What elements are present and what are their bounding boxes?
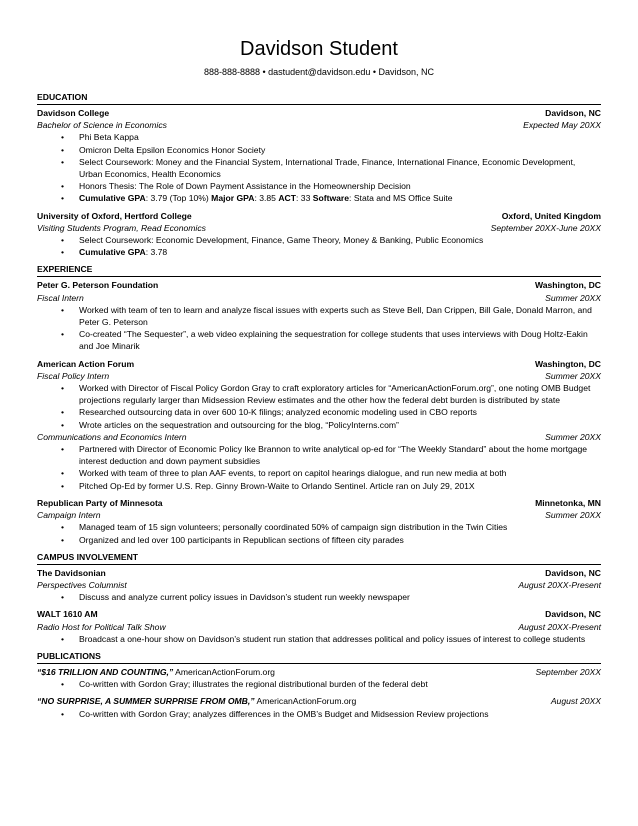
org-location: Davidson, NC — [545, 609, 601, 620]
publication-citation — [37, 695, 356, 707]
major-gpa-value: : 3.85 — [254, 193, 279, 204]
bullet-item-gpa — [79, 192, 601, 204]
section-title-publications: PUBLICATIONS — [37, 651, 601, 664]
date: August 20XX-Present — [518, 579, 601, 590]
bullet-item: • Phi Beta Kappa — [79, 131, 601, 143]
date: Summer 20XX — [545, 292, 601, 303]
bullet-list — [37, 443, 601, 492]
bullet-item: • Select Coursework: Economic Development, Finance, Game Theory, Money & Banking, Public Economics — [79, 234, 601, 246]
bullet-item: • Organized and led over 100 participants in Republican sections of fifteen city parades — [79, 534, 601, 546]
section-title-education: EDUCATION — [37, 92, 601, 105]
bullet-item: • Honors Thesis: The Role of Down Payment Assistance in the Homeownership Decision — [79, 180, 601, 192]
bullet-item: • Omicron Delta Epsilon Economics Honor Society — [79, 144, 601, 156]
bullet-item: • Managed team of 15 sign volunteers; personally coordinated 50% of campaign sign distribution in the Twin Cities — [79, 521, 601, 533]
org-name: Davidson College — [37, 108, 110, 118]
experience-entry-rpm — [37, 497, 601, 546]
publication-entry-2 — [37, 695, 601, 719]
campus-section — [37, 552, 601, 645]
date: September 20XX-June 20XX — [490, 222, 601, 233]
gpa-value: : 3.78 — [145, 247, 168, 258]
date: Summer 20XX — [545, 431, 601, 442]
software-value: : Stata and MS Office Suite — [349, 193, 453, 204]
bullet-list — [37, 708, 601, 720]
gpa-label: Cumulative GPA — [79, 247, 146, 258]
date: Expected May 20XX — [523, 120, 601, 131]
date: Summer 20XX — [545, 510, 601, 521]
role: Radio Host for Political Talk Show — [37, 621, 166, 632]
publication-site: AmericanActionForum.org — [254, 696, 357, 707]
section-title-experience: EXPERIENCE — [37, 264, 601, 277]
bullet-item: • Worked with Director of Fiscal Policy Gordon Gray to craft exploratory articles for “AmericanActionForum.org”, one noting OMB Budget projections regularly larger than Midsession Review estimates and the other how the federal debt burden is distributed by state — [79, 382, 601, 406]
software-label: Software — [312, 193, 350, 204]
org-location: Davidson, NC — [545, 567, 601, 578]
bullet-list — [37, 382, 601, 431]
org-location: Minnetonka, MN — [535, 497, 601, 508]
bullet-item: • Co-written with Gordon Gray; illustrates the regional distributional burden of the federal debt — [79, 678, 601, 690]
bullet-item: • Co-created “The Sequester”, a web video explaining the sequestration for college students that uses interviews with Doug Holtz-Eakin and Joe Minarik — [79, 328, 601, 352]
education-entry-davidson — [37, 107, 601, 205]
org-location: Oxford, United Kingdom — [501, 210, 601, 221]
resume-name: Davidson Student — [240, 38, 398, 60]
bullet-item: • Wrote articles on the sequestration and outsourcing for the blog, “PolicyInterns.com” — [79, 419, 601, 431]
act-value: : 33 — [296, 193, 313, 204]
publication-title: “$16 TRILLION AND COUNTING,” — [37, 666, 174, 677]
role: Perspectives Columnist — [37, 579, 127, 590]
experience-section — [37, 264, 601, 545]
bullet-list — [37, 591, 601, 603]
org-location: Washington, DC — [534, 358, 601, 369]
bullet-item: • Pitched Op-Ed by former U.S. Rep. Ginny Brown-Waite to Orlando Sentinel. Article ran on July 29, 201X — [79, 480, 601, 492]
org-name: University of Oxford, Hertford College — [37, 210, 192, 221]
org-name: Republican Party of Minnesota — [37, 497, 163, 508]
degree: Bachelor of Science in Economics — [37, 120, 167, 131]
date: September 20XX — [535, 666, 601, 677]
education-entry-oxford — [37, 210, 601, 259]
role: Campaign Intern — [37, 510, 101, 521]
bullet-item: • Researched outsourcing data in over 600 10-K filings; analyzed economic modeling used in CBO reports — [79, 406, 601, 418]
publication-title: “NO SURPRISE, A SUMMER SURPRISE FROM OMB,” — [37, 696, 255, 707]
bullet-list — [37, 304, 601, 353]
bullet-list — [37, 678, 601, 690]
education-section — [37, 92, 601, 258]
role: Fiscal Intern — [37, 292, 84, 303]
program: Visiting Students Program, Read Economics — [37, 222, 206, 233]
org-location: Davidson, NC — [545, 108, 601, 118]
section-title-campus: CAMPUS INVOLVEMENT — [37, 552, 601, 565]
org-name: Peter G. Peterson Foundation — [37, 280, 159, 291]
bullet-list — [37, 521, 601, 545]
gpa-value: : 3.79 (Top 10%) — [145, 193, 212, 204]
org-name: The Davidsonian — [37, 567, 106, 578]
bullet-item-gpa — [79, 246, 601, 258]
act-label: ACT — [278, 193, 297, 204]
campus-entry-davidsonian — [37, 567, 601, 604]
experience-entry-aaf — [37, 358, 601, 492]
experience-entry-peterson — [37, 279, 601, 352]
role: Fiscal Policy Intern — [37, 370, 110, 381]
gpa-label: Cumulative GPA — [79, 193, 146, 204]
bullet-item: • Worked with team of ten to learn and analyze fiscal issues with experts such as Steve Bell, Dan Crippen, Bill Gale, Donald Marron, and Peter G. Peterson — [79, 304, 601, 328]
org-name: American Action Forum — [37, 358, 135, 369]
bullet-item: • Broadcast a one-hour show on Davidson’s student run station that addresses political and policy issues of interest to college students — [79, 633, 601, 645]
org-name: WALT 1610 AM — [37, 609, 98, 620]
date: Summer 20XX — [545, 370, 601, 381]
major-gpa-label: Major GPA — [211, 193, 255, 204]
bullet-item: • Worked with team of three to plan AAF events, to report on capitol hearings dialogue, and run new media at both — [79, 467, 601, 479]
publication-citation — [37, 666, 275, 678]
bullet-item: • Discuss and analyze current policy issues in Davidson’s student run weekly newspaper — [79, 591, 601, 603]
org-location: Washington, DC — [534, 280, 601, 291]
publications-section — [37, 651, 601, 720]
campus-entry-walt — [37, 608, 601, 645]
publication-site: AmericanActionForum.org — [173, 666, 275, 677]
bullet-item: • Co-written with Gordon Gray; analyzes differences in the OMB’s Budget and Midsession Review projections — [79, 708, 601, 720]
resume-page — [37, 38, 601, 720]
contact-line: 888-888-8888 • dastudent@davidson.edu • Davidson, NC — [203, 67, 435, 77]
date: August 20XX-Present — [518, 621, 601, 632]
date: August 20XX — [550, 696, 601, 707]
role: Communications and Economics Intern — [37, 431, 187, 442]
bullet-list — [37, 234, 601, 258]
bullet-item: • Partnered with Director of Economic Policy Ike Brannon to write analytical op-ed for “The Weekly Standard” about the home mortgage interest deduction and down payment subsidies — [79, 443, 601, 467]
bullet-item: • Select Coursework: Money and the Financial System, International Trade, Finance, International Finance, Economic Development, Urban Economics, Health Economics — [79, 156, 601, 180]
bullet-list — [37, 633, 601, 645]
bullet-list — [37, 131, 601, 204]
publication-entry-1 — [37, 666, 601, 690]
